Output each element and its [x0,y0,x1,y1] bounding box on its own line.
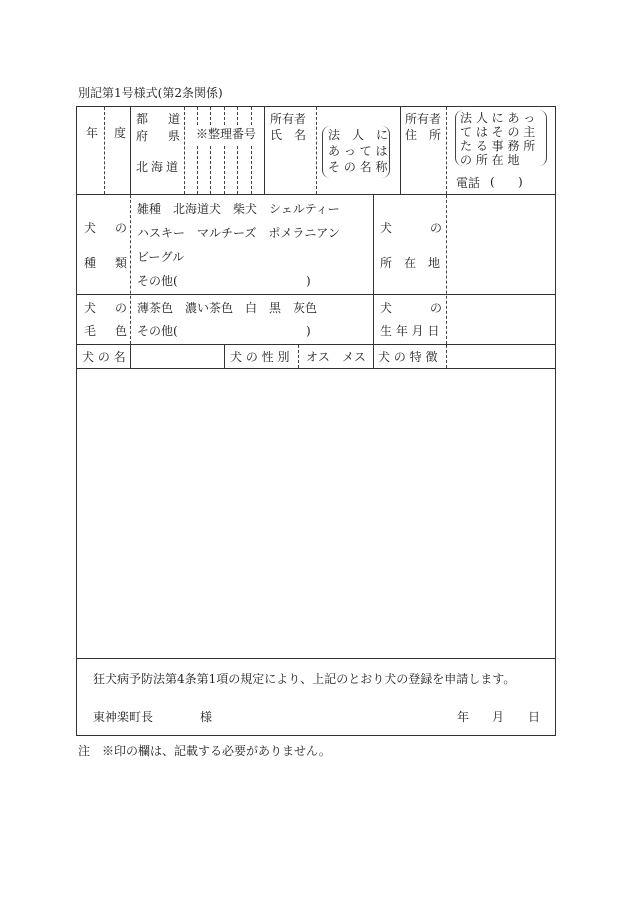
birthdate-label-2: 生 年 月 日 [380,324,440,338]
row-divider-name [77,368,556,369]
divider-year-right [130,107,131,194]
addressee-honorific: 様 [200,710,213,724]
pref-label-2a: 府 [136,129,149,143]
divider-breed-label [130,195,131,344]
location-label-1a: 犬 [380,221,393,235]
corp-name-line-2: あ っ て は [328,144,388,158]
dog-sex-label: 犬 の 性 別 [230,350,290,364]
owner-name-label-1: 所有者 [270,112,307,126]
divider-breed-mid [373,195,374,344]
pref-label-1a: 都 [136,112,149,126]
application-statement: 狂犬病予防法第4条第1項の規定により、上記のとおり犬の登録を申請します。 [93,672,516,686]
seiri-dash-d [237,107,238,125]
addressee: 東神楽町長 [93,710,154,724]
date-day-label: 日 [528,710,541,724]
color-options-line-1: 薄茶色 濃い茶色 白 黒 灰色 [137,301,318,315]
owner-addr-label-1: 所有者 [405,112,442,126]
divider-owner-addr [446,107,447,194]
year-label-b: 度 [114,126,127,140]
breed-label-2a: 種 [84,256,97,270]
breed-label-1a: 犬 [84,221,97,235]
location-label-1b: の [430,221,443,235]
seiri-dash-g [210,146,211,194]
divider-name-right [400,107,401,194]
divider-owner-name [316,107,317,194]
year-label-a: 年 [86,126,99,140]
divider-seiri-right [264,107,265,194]
color-label-1b: の [115,301,128,315]
birthdate-label-1a: 犬 [380,301,393,315]
color-other: その他( [137,324,178,338]
divider-breed-right [446,195,447,344]
owner-addr-label-2: 住 所 [405,128,442,142]
row-divider-footer [77,658,556,659]
divider-name-a [130,345,131,368]
corp-addr-line-3: た る 事 務 所 [460,139,536,153]
color-label-2b: 色 [115,324,128,338]
corp-addr-line-4: の 所 在 地 [460,153,520,167]
row-divider-header [77,194,556,195]
breed-options-line-3: ビーグル [137,250,185,264]
color-label-2a: 毛 [84,324,97,338]
form-note: 注 ※印の欄は、記載する必要がありません。 [78,744,331,758]
application-form [76,106,556,736]
dog-sex-options: オス メス [306,350,366,364]
corp-name-line-1: 法 人 に [328,128,389,142]
dog-features-label: 犬 の 特 徴 [378,350,438,364]
pref-label-1b: 道 [168,112,181,126]
breed-label-2b: 類 [115,256,128,270]
divider-name-e [446,345,447,368]
row-divider-breed [77,294,556,295]
breed-options-line-1: 雑種 北海道犬 柴犬 シェルティー [137,202,340,216]
corp-name-line-3: そ の 名 称 [328,160,388,174]
form-title: 別記第1号様式(第2条関係) [78,86,223,100]
breed-other: その他( [137,274,178,288]
divider-name-b [224,345,225,368]
seiri-dash-i [237,146,238,194]
divider-name-c [298,345,299,368]
breed-options-line-2: ハスキー マルチーズ ポメラニアン [137,226,340,240]
seiri-dash-j [251,146,252,194]
location-label-2: 所 在 地 [380,256,441,270]
seiri-dash-f [197,146,198,194]
seiri-number-label: ※整理番号 [196,127,257,141]
seiri-dash-h [224,146,225,194]
pref-label-2b: 県 [168,129,181,143]
divider-pref [184,107,185,194]
dog-name-label: 犬 の 名 [82,350,126,364]
color-label-1a: 犬 [84,301,97,315]
tel-paren-open: ( [490,175,495,189]
seiri-dash-b [210,107,211,125]
divider-name-d [373,345,374,368]
corp-addr-line-1: 法 人 に あ っ [460,111,536,125]
color-other-close: ) [306,324,311,338]
tel-label: 電話 [456,176,481,190]
seiri-dash-e [251,107,252,125]
seiri-dash-a [197,107,198,125]
date-month-label: 月 [492,710,505,724]
row-divider-color [77,344,556,345]
tel-paren-close: ) [518,175,523,189]
breed-other-close: ) [306,274,311,288]
divider-year [104,107,105,194]
breed-label-1b: の [115,221,128,235]
seiri-dash-c [224,107,225,125]
corp-addr-line-2: て は そ の 主 [460,125,536,139]
owner-name-label-2: 氏 名 [270,128,307,142]
birthdate-label-1b: の [430,301,443,315]
date-year-label: 年 [457,710,470,724]
pref-label-hokkaido: 北海道 [136,160,182,174]
